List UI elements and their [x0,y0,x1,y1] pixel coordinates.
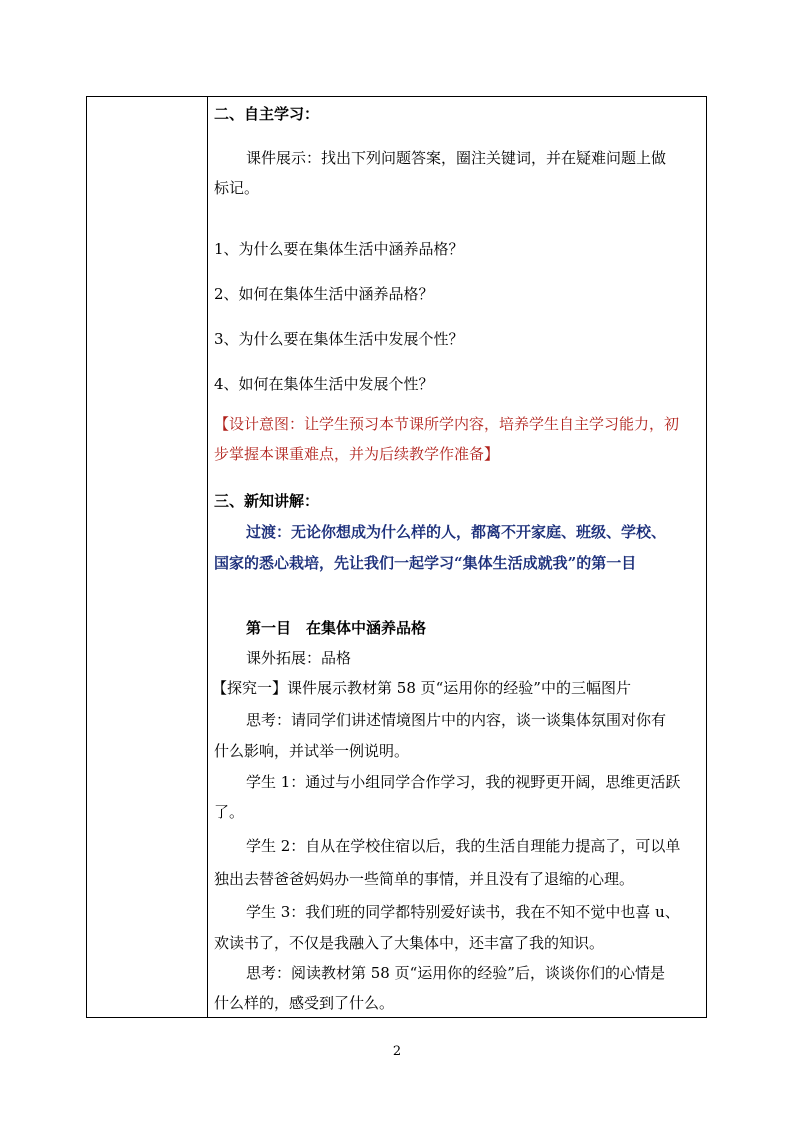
think1-line2: 什么影响，并试举一例说明。 [214,742,410,760]
table-column-divider [207,97,208,1017]
student1-line1: 学生 1：通过与小组同学合作学习，我的视野更开阔，思维更活跃 [246,773,681,791]
explore-line: 【探究一】课件展示教材第 58 页“运用你的经验”中的三幅图片 [212,679,631,697]
page-number: 2 [392,1044,402,1059]
student3-line1: 学生 3：我们班的同学都特别爱好读书，我在不知不觉中也喜 u、 [246,903,680,921]
design-intent-line1: 【设计意图：让学生预习本节课所学内容，培养学生自主学习能力，初 [214,415,680,433]
section3-heading: 三、新知讲解： [214,492,320,510]
transition-line1: 过渡：无论你想成为什么样的人，都离不开家庭、班级、学校、 [246,523,667,541]
design-intent-line2: 步掌握本课重难点，并为后续教学作准备】 [214,445,500,463]
student2-line2: 独出去替爸爸妈妈办一些简单的事情，并且没有了退缩的心理。 [214,870,635,888]
section2-intro-line1: 课件展示：找出下列问题答案，圈注关键词，并在疑难问题上做 [246,149,667,167]
think2-line2: 什么样的，感受到了什么。 [214,994,395,1012]
section2-heading: 二、自主学习： [214,105,320,123]
question-item: 1、为什么要在集体生活中涵养品格？ [214,240,464,258]
extension-line: 课外拓展：品格 [246,649,352,667]
section2-intro-line2: 标记。 [214,179,260,197]
think1-line1: 思考：请同学们讲述情境图片中的内容，谈一谈集体氛围对你有 [246,711,667,729]
student3-line2: 欢读书了，不仅是我融入了大集体中，还丰富了我的知识。 [214,934,605,952]
question-item: 4、如何在集体生活中发展个性？ [214,375,434,393]
student1-line2: 了。 [214,803,245,821]
question-item: 2、如何在集体生活中涵养品格？ [214,285,434,303]
transition-line2: 国家的悉心栽培，先让我们一起学习“集体生活成就我”的第一目 [214,554,637,572]
question-item: 3、为什么要在集体生活中发展个性？ [214,330,464,348]
student2-line1: 学生 2：自从在学校住宿以后，我的生活自理能力提高了，可以单 [246,837,681,855]
subsection-title: 第一目 在集体中涵养品格 [246,619,427,637]
think2-line1: 思考：阅读教材第 58 页“运用你的经验”后，谈谈你们的心情是 [246,964,665,982]
